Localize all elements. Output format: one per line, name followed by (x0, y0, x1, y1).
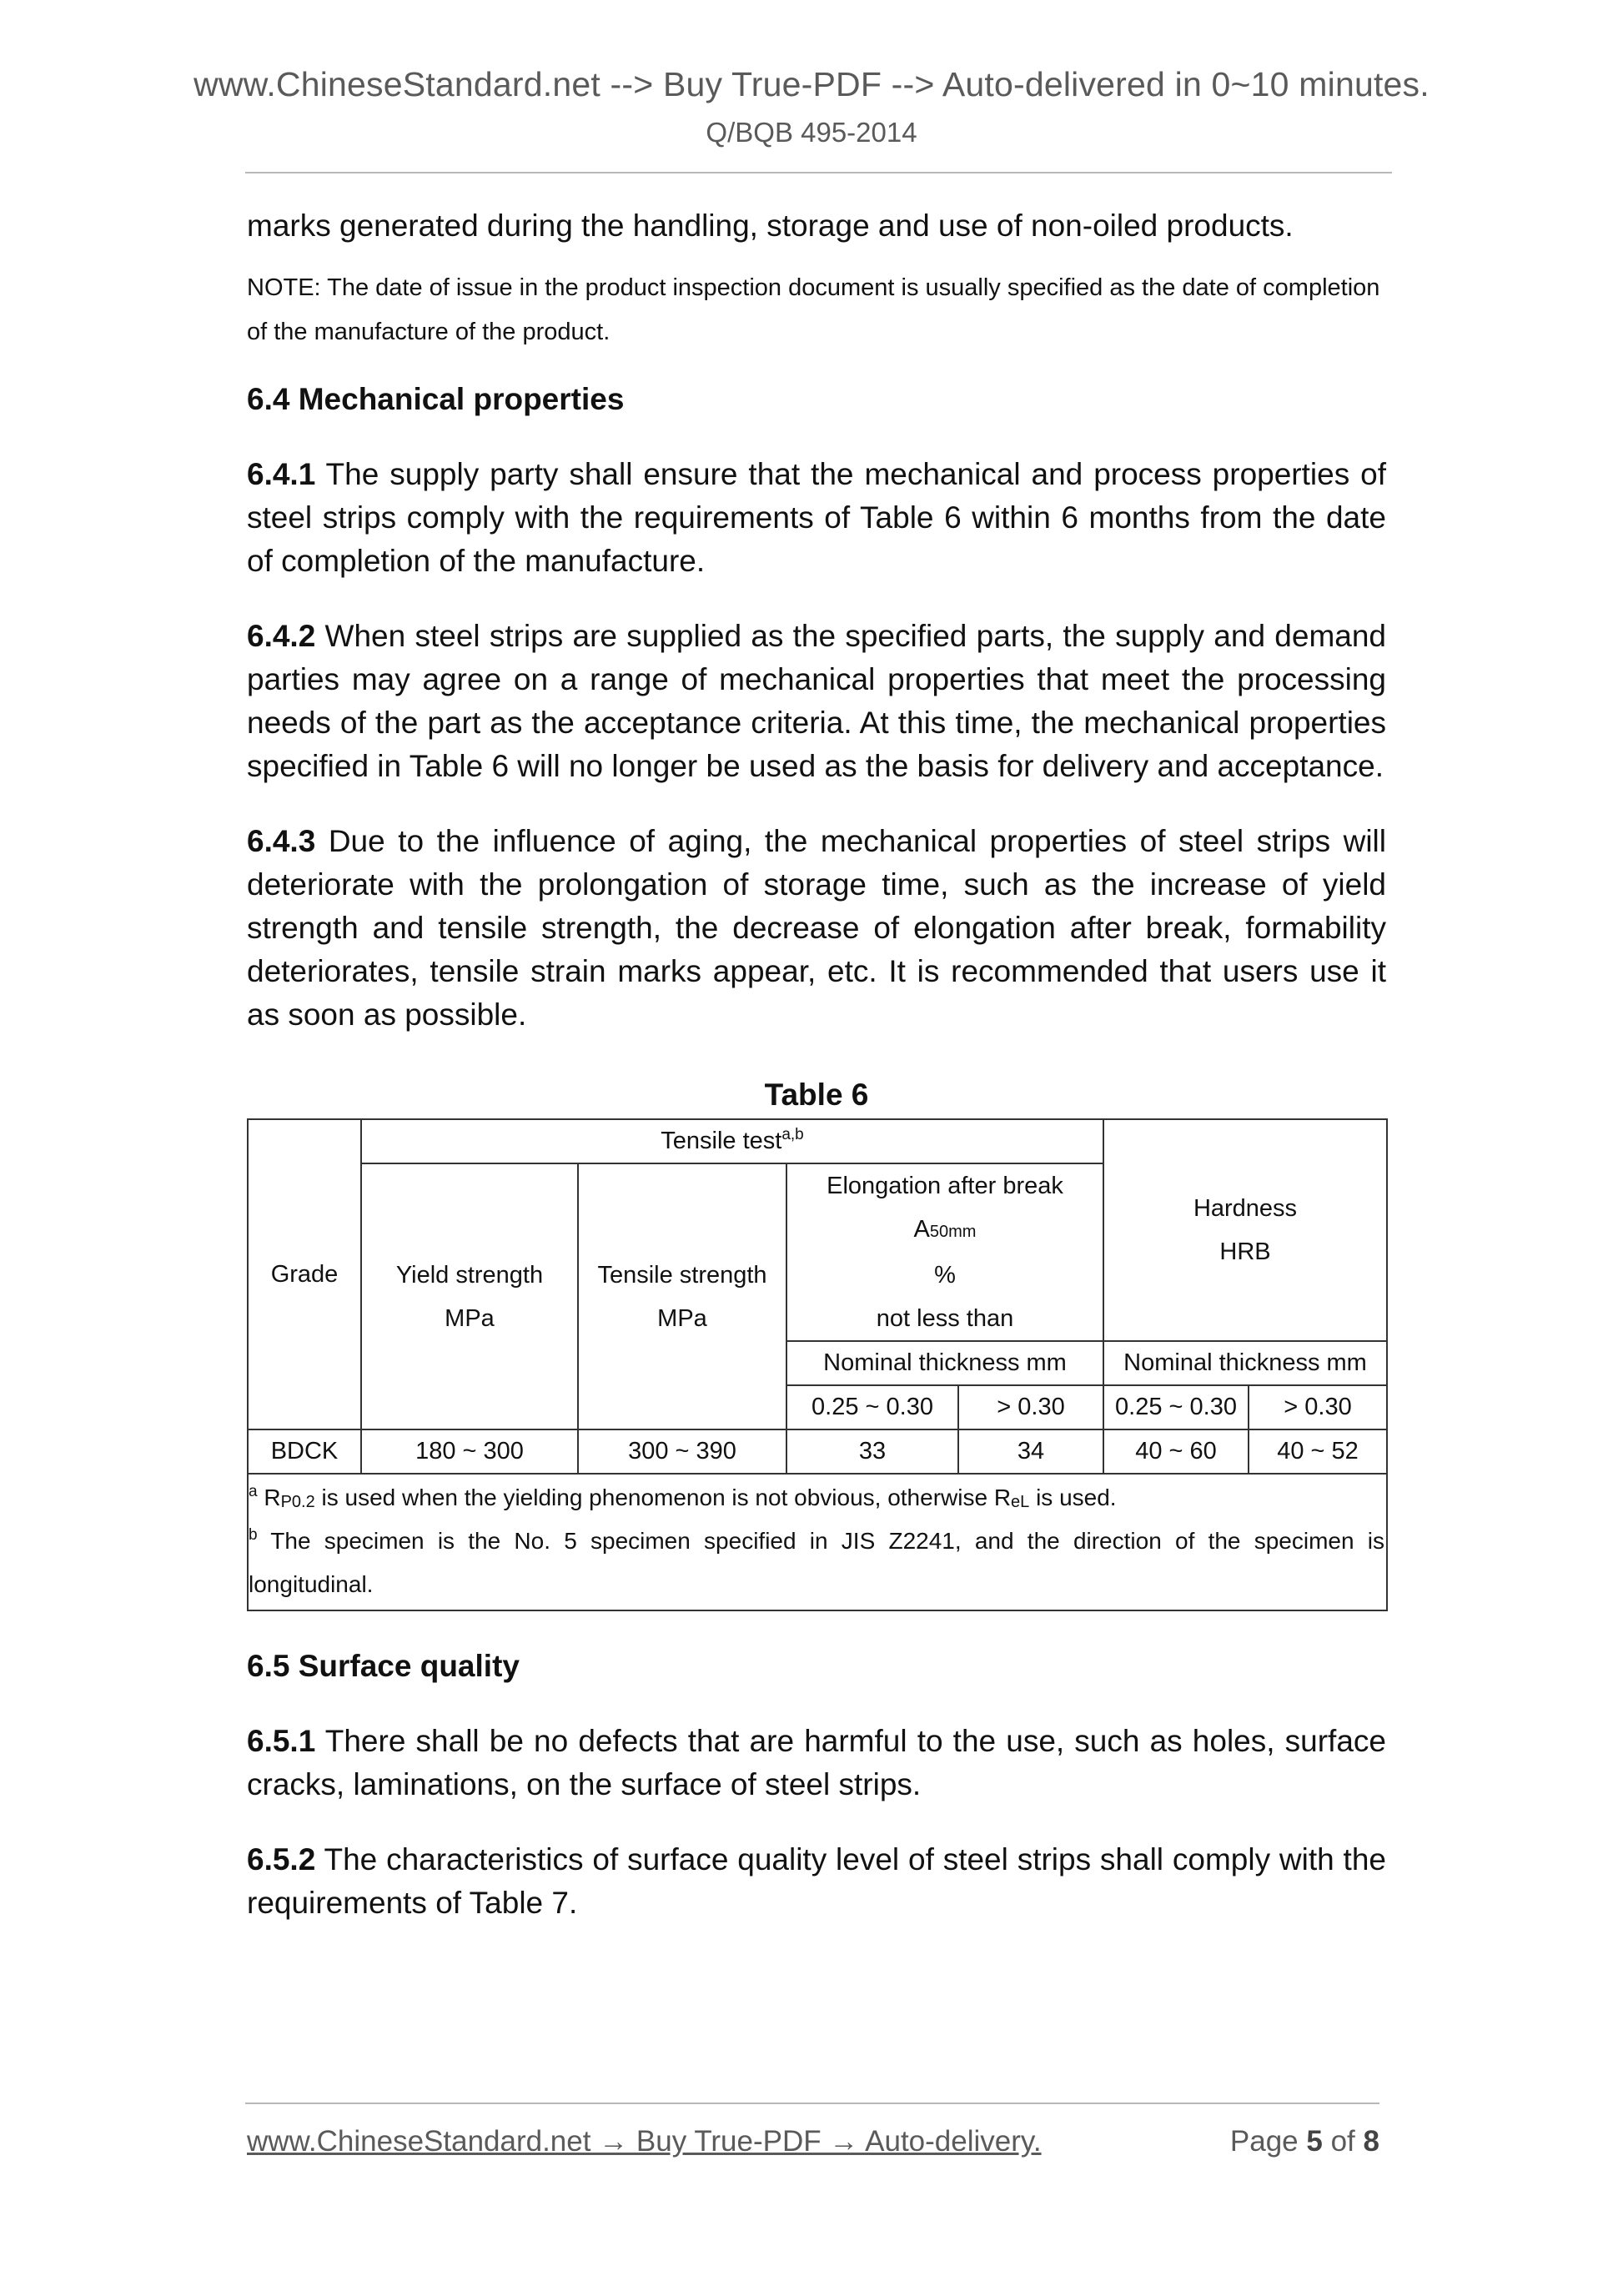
footnote-a: $^a$ $R_{P0.2}$ is used when the yielding phenomenon is not obvious, otherwise $R_{eL}$ is used. (249, 1483, 1117, 1511)
clause-6-4-2 (247, 615, 1386, 788)
footer-divider (245, 2103, 1379, 2104)
clause-text: The supply party shall ensure that the mechanical and process properties of steel strips comply with the requirements of Table 6 within 6 months from the date of completion of the manufacture. (247, 457, 1386, 578)
clause-text: When steel strips are supplied as the specified parts, the supply and demand parties may agree on a range of mechanical properties that meet the processing needs of the part as the acceptance criteria. At this time, the mechanical properties specified in Table 6 will no longer be used as the basis for delivery and acceptance. (247, 619, 1386, 783)
cell-elongation-2: 34 (958, 1429, 1103, 1474)
clause-6-4-1 (247, 453, 1386, 583)
clause-number: 6.5.2 (247, 1842, 316, 1876)
footer-link[interactable]: www.ChineseStandard.net → Buy True-PDF → Auto-delivery. (247, 2125, 1042, 2158)
section-6-4-heading: 6.4 Mechanical properties (247, 382, 625, 416)
tensile-test-header: Tensile test$^{a,b}$ (361, 1119, 1103, 1163)
hardness-header: Hardness HRB (1103, 1119, 1387, 1341)
cell-yield-strength: 180 ~ 300 (361, 1429, 578, 1474)
clause-number: 6.5.1 (247, 1724, 316, 1758)
clause-text: There shall be no defects that are harmful to the use, such as holes, surface cracks, laminations, on the surface of steel strips. (247, 1724, 1386, 1801)
clause-text: The characteristics of surface quality level of steel strips shall comply with the requirements of Table 7. (247, 1842, 1386, 1920)
header-standard-code: Q/BQB 495-2014 (706, 117, 917, 148)
clause-6-4-3 (247, 820, 1386, 1037)
header-divider (245, 172, 1392, 173)
cell-hardness-2: 40 ~ 52 (1249, 1429, 1387, 1474)
thickness-range-elong-2: > 0.30 (958, 1385, 1103, 1429)
clause-number: 6.4.1 (247, 457, 316, 491)
clause-6-5-1 (247, 1720, 1386, 1806)
thickness-range-hard-1: 0.25 ~ 0.30 (1103, 1385, 1249, 1429)
elongation-nominal-thickness: Nominal thickness mm (786, 1341, 1103, 1385)
header-url-banner: www.ChineseStandard.net --> Buy True-PDF --> Auto-delivered in 0~10 minutes. (193, 65, 1430, 103)
clause-number: 6.4.2 (247, 619, 316, 653)
grade-header: Grade (248, 1119, 361, 1429)
hardness-nominal-thickness: Nominal thickness mm (1103, 1341, 1387, 1385)
tensile-strength-header: Tensile strength MPa (578, 1163, 786, 1429)
table-footnotes (248, 1474, 1387, 1610)
cell-hardness-1: 40 ~ 60 (1103, 1429, 1249, 1474)
table-row (248, 1429, 1387, 1474)
note-paragraph: NOTE: The date of issue in the product inspection document is usually specified as the date of completion of the manufacture of the product. (247, 274, 1380, 345)
elongation-header: Elongation after break A50mm % not less than (786, 1163, 1103, 1341)
yield-strength-header: Yield strength MPa (361, 1163, 578, 1429)
cell-grade: BDCK (248, 1429, 361, 1474)
clause-number: 6.4.3 (247, 824, 316, 858)
section-6-5-heading: 6.5 Surface quality (247, 1649, 520, 1683)
table-6-title: Table 6 (764, 1078, 869, 1112)
cell-elongation-1: 33 (786, 1429, 958, 1474)
page-content (247, 204, 1386, 1925)
clause-6-5-2 (247, 1838, 1386, 1925)
intro-paragraph: marks generated during the handling, storage and use of non-oiled products. (247, 208, 1294, 243)
cell-tensile-strength: 300 ~ 390 (578, 1429, 786, 1474)
clause-text: Due to the influence of aging, the mechanical properties of steel strips will deteriorate with the prolongation of storage time, such as the increase of yield strength and tensile strength, the decrease of elongation after break, formability deteriorates, tensile strain marks appear, etc. It is recommended that users use it as soon as possible. (247, 824, 1386, 1032)
footnote-b: $^b$ The specimen is the No. 5 specimen specified in JIS Z2241, and the direction of the specimen is longitudinal. (249, 1526, 1384, 1597)
thickness-range-elong-1: 0.25 ~ 0.30 (786, 1385, 958, 1429)
table-6 (247, 1118, 1388, 1611)
thickness-range-hard-2: > 0.30 (1249, 1385, 1387, 1429)
page-indicator: Page 5 of 8 (1229, 2125, 1379, 2158)
